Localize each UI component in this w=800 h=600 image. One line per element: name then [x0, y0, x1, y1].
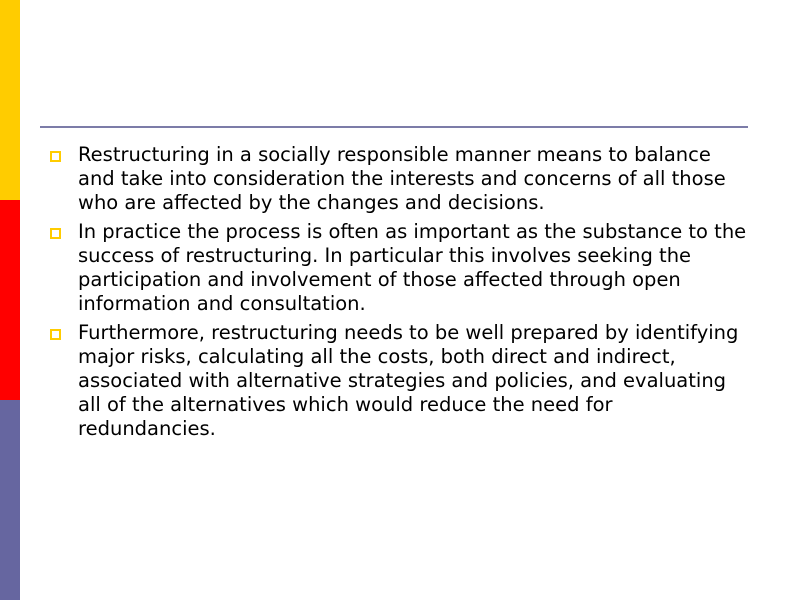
bullet-text: In practice the process is often as important as the substance to the success of restructuring. In particular this involves seeking the participation and involvement of those affected through open information and consultation.: [78, 220, 747, 315]
list-item: [48, 321, 748, 441]
hollow-square-bullet-icon: [50, 329, 61, 340]
bullet-text: Furthermore, restructuring needs to be well prepared by identifying major risks, calculating all the costs, both direct and indirect, associated with alternative strategies and policies, and evaluating all of the alternatives which would reduce the need for redundancies.: [78, 321, 739, 440]
side-bar-slate: [0, 400, 20, 600]
title-divider: [40, 126, 748, 128]
bullet-list: [48, 143, 748, 446]
side-bar-red: [0, 200, 20, 400]
side-bar-yellow: [0, 0, 20, 200]
hollow-square-bullet-icon: [50, 151, 61, 162]
list-item: [48, 143, 748, 215]
bullet-text: Restructuring in a socially responsible manner means to balance and take into consideration the interests and concerns of all those who are affected by the changes and decisions.: [78, 143, 726, 214]
list-item: [48, 220, 748, 316]
hollow-square-bullet-icon: [50, 228, 61, 239]
